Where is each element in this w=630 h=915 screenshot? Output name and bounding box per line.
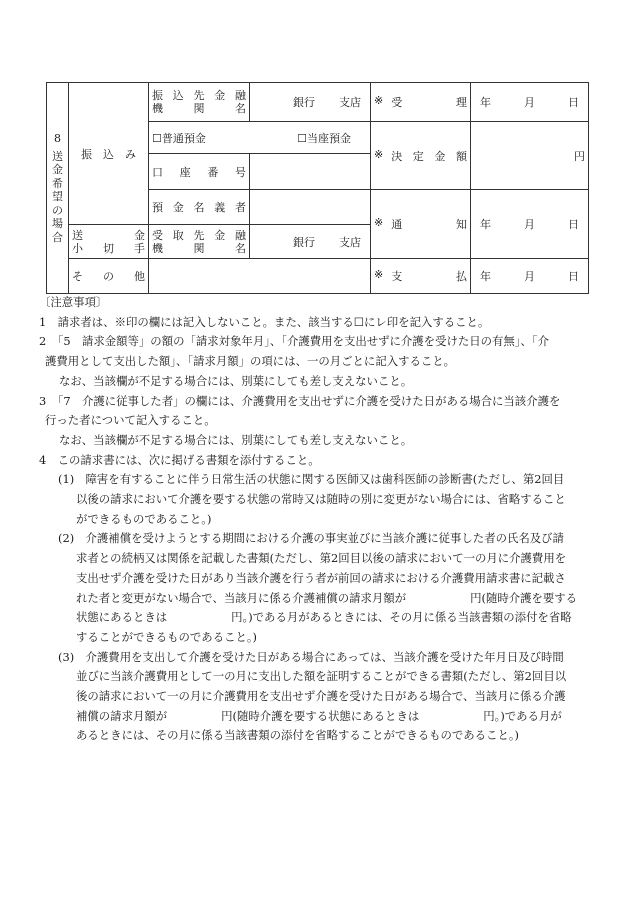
bank-name-label: 振込先金融 機 関 名 <box>149 83 250 122</box>
other-field[interactable] <box>149 259 371 294</box>
note-3: 3 「7 介護に従事した者」の欄には、介護費用を支出せずに介護を受けた日がある場合に当該介護を <box>39 393 561 408</box>
section-heading: 8 送 金 希 望 の 場 合 <box>47 83 69 294</box>
note-3-remark: なお、当該欄が不足する場合には、別葉にしても差し支えないこと。 <box>59 432 413 447</box>
note-4-item-3: (3) 介護費用を支出して介護を受けた日がある場合にあっては、当該介護を受けた年月日及び時間 <box>58 649 564 664</box>
note-4-item-2: (2) 介護補償を受けようとする期間における介護の事実並びに当該介護に従事した者の氏名及び請 <box>58 531 564 546</box>
receipt-date-field[interactable]: 年 月 日 <box>471 83 589 122</box>
other-label: そ の 他 <box>69 259 149 294</box>
account-number-label: 口 座 番 号 <box>149 154 250 190</box>
decided-amount-field[interactable]: 円 <box>471 122 589 190</box>
furikomi-label: 振 込 み <box>69 83 149 225</box>
receiving-bank-field[interactable]: 銀行 支店 <box>250 225 371 259</box>
note-4: 4 この請求書には、次に掲げる書類を添付すること。 <box>39 452 320 467</box>
payment-date-field[interactable]: 年 月 日 <box>471 259 589 294</box>
notes-header: 〔注意事項〕 <box>39 295 108 309</box>
remittance-form-table <box>46 82 589 294</box>
ordinary-deposit-checkbox[interactable]: ☐普通預金 <box>152 131 206 145</box>
account-holder-field[interactable] <box>250 190 371 225</box>
note-4-item-1: (1) 障害を有することに伴う日常生活の状態に関する医師又は歯科医師の診断書(ただし、第2回目 <box>58 472 565 487</box>
decided-amount-label: ※ 決 定 金 額 <box>371 122 471 190</box>
remittance-check-label: 送 金 小 切 手 <box>69 225 149 259</box>
note-1: 1 請求者は、※印の欄には記入しないこと。また、該当する☐にレ印を記入すること。 <box>39 314 490 329</box>
note-2-remark: なお、当該欄が不足する場合には、別葉にしても差し支えないこと。 <box>59 373 413 388</box>
note-2: 2 「5 請求金額等」の額の「請求対象年月」、「介護費用を支出せずに介護を受けた日の有無」、「介 <box>39 334 549 349</box>
bank-name-field[interactable]: 銀行 支店 <box>250 83 371 122</box>
receipt-label: ※ 受 理 <box>371 83 471 122</box>
account-number-field[interactable] <box>250 154 371 190</box>
receiving-bank-label: 受取先金融 機 関 名 <box>149 225 250 259</box>
account-holder-label: 預金名義者 <box>149 190 250 225</box>
notice-date-field[interactable]: 年 月 日 <box>471 190 589 259</box>
section-number: 8 <box>54 132 61 145</box>
current-deposit-checkbox[interactable]: ☐当座預金 <box>297 131 351 145</box>
note-3-cont: 行った者について記入すること。 <box>45 413 216 428</box>
notice-label: ※ 通 知 <box>371 190 471 259</box>
note-2-cont: 護費用として支出した額」、「請求月額」の項には、一の月ごとに記入すること。 <box>45 354 456 369</box>
deposit-type-checkboxes[interactable] <box>149 122 371 154</box>
payment-label: ※ 支 払 <box>371 259 471 294</box>
notes-section: 〔注意事項〕 1 請求者は、※印の欄には記入しないこと。また、該当する☐にレ印を記入すること。 2 「5 請求金額等」の額の「請求対象年月」、「介護費用を支出せずに介護を受けた日の有無」、「介 護費用として支出した額」、「請求月額」の項には、一の月ごとに記入すること。 なお、当該欄が不足する場合には、別葉にしても差し支えないこと。 3 「7 介護に従事した者」の欄には、介護費用を支出せずに介護を受けた日がある場合に当該介護を 行った者について記入すること。 なお、当該欄が不足する場合には、別葉にしても差し支えないこと。 4 この請求書には、次に掲げる書類を添付すること。 (1) 障害を有することに伴う日常生活の状態に関する医師又は歯科医師の診断書(ただし、第2回目 以後の請求において介護を要する状態の常時又は随時の別に変更がない場合には、省略すること ができるものであること。) (2) 介護補償を受けようとする期間における介護の事実並びに当該介護に従事した者の氏名及び請 求者との続柄又は関係を記載した書類(ただし、第2回目以後の請求において一の月に介護費用を 支出せず介護を受けた日があり当該介護を行う者が前回の請求における介護費用請求書に記載さ れた者と変更がない場合で、当該月に係る介護補償の請求月額が 円(随時介護を要する 状態にあるときは 円。)である月があるときには、その月に係る当該書類の添付を省略 することができるものであること。) (3) 介護費用を支出して介護を受けた日がある場合にあっては、当該介護を受けた年月日及び時間 並びに当該介護費用として一の月に支出した額を証明することができる書類(ただし、第2回目以 後の請求において一の月に介護費用を支出せず介護を受けた日がある場合で、当該月に係る介護 補償の請求月額が 円(随時介護を要する状態にあるときは 円。)である月が あるときには、その月に係る当該書類の添付を省略することができるものであること。) <box>39 293 601 746</box>
